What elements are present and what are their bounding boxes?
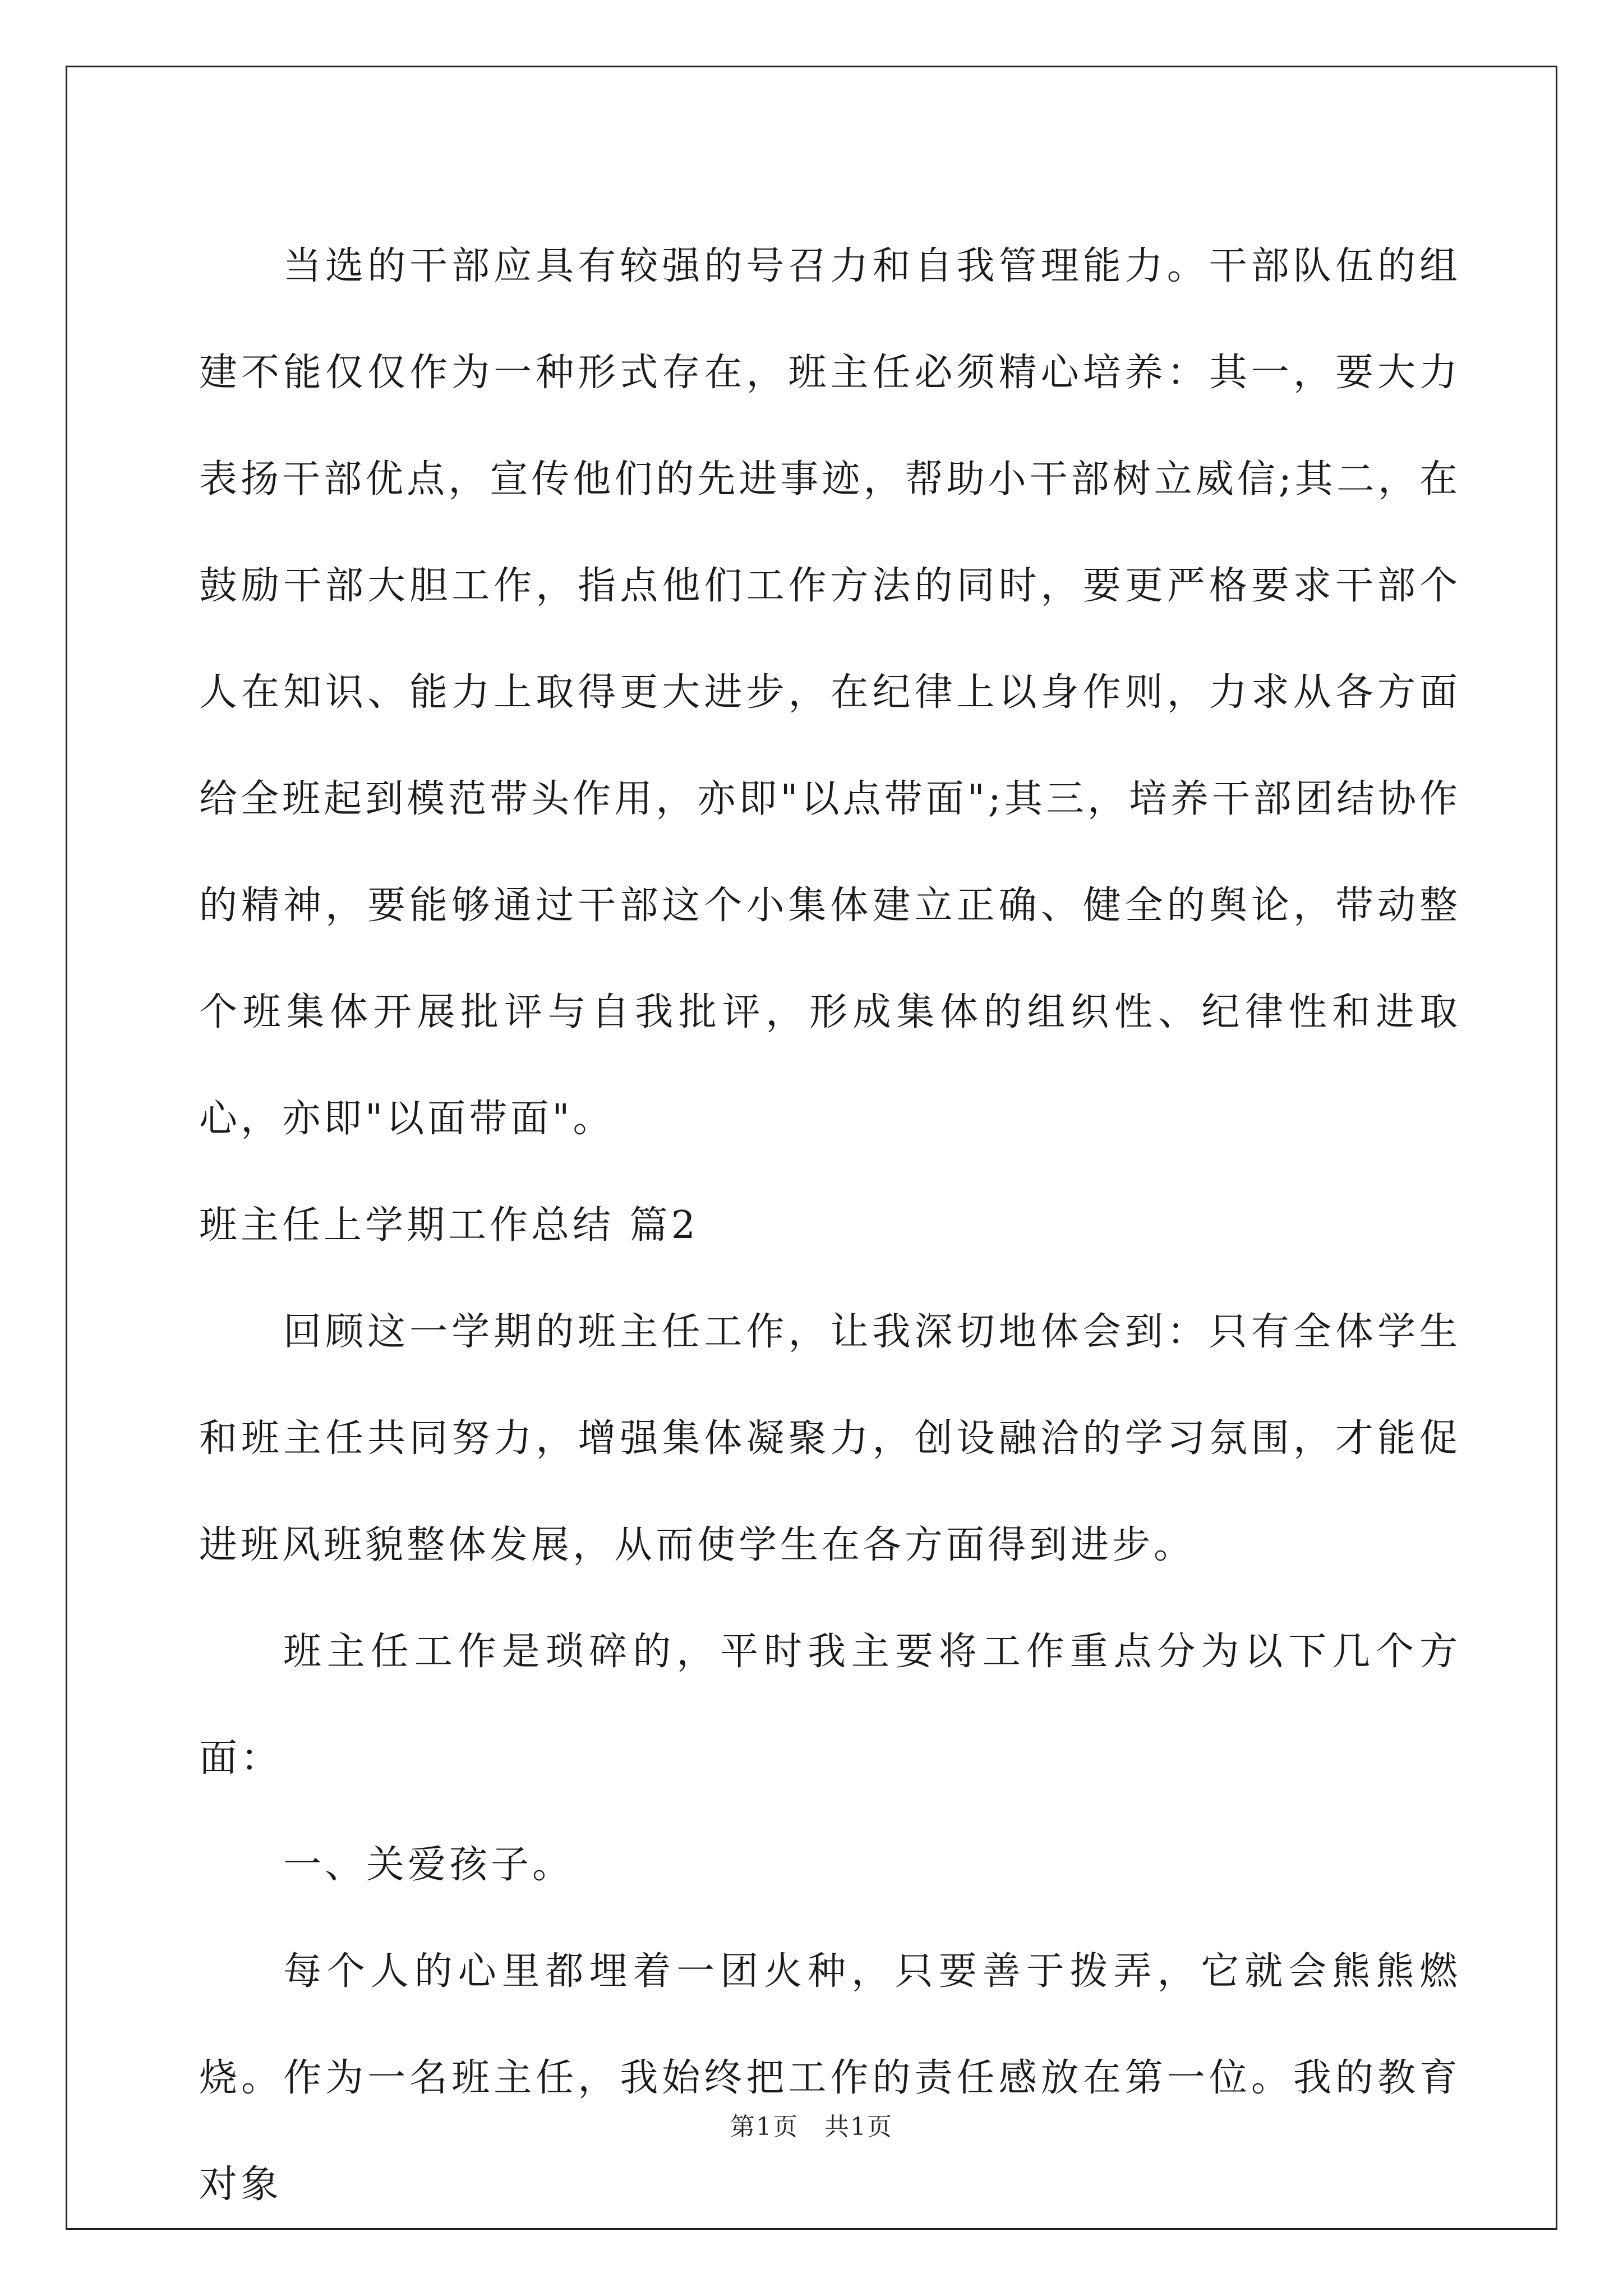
paragraph-work-focus: 班主任工作是琐碎的，平时我主要将工作重点分为以下几个方面： (199, 1630, 1461, 1780)
section-heading: 班主任上学期工作总结 篇2 (199, 1203, 699, 1248)
paragraph-review: 回顾这一学期的班主任工作，让我深切地体会到：只有全体学生和班主任共同努力，增强集体凝聚力，创设融洽的学习氛围，才能促进班风班貌整体发展，从而使学生在各方面得到进步。 (199, 1310, 1461, 1567)
document-body (199, 213, 1461, 2238)
paragraph-item-one: 一、关爱孩子。 (283, 1843, 574, 1887)
page-footer: 第1页 共1页 (730, 2113, 893, 2141)
paragraph-cadre-training: 当选的干部应具有较强的号召力和自我管理能力。干部队伍的组建不能仅仅作为一种形式存在，班主任必须精心培养：其一，要大力表扬干部优点，宣传他们的先进事迹，帮助小干部树立威信;其二，在鼓励干部大胆工作，指点他们工作方法的同时，要更严格要求干部个人在知识、能力上取得更大进步，在纪律上以身作则，力求从各方面给全班起到模范带头作用，亦即"以点带面";其三，培养干部团结协作的精神，要能够通过干部这个小集体建立正确、健全的舆论，带动整个班集体开展批评与自我批评，形成集体的组织性、纪律性和进取心，亦即"以面带面"。 (199, 244, 1461, 1141)
paragraph-care: 每个人的心里都埋着一团火种，只要善于拨弄，它就会熊熊燃烧。作为一名班主任，我始终把工作的责任感放在第一位。我的教育对象 (199, 1949, 1461, 2207)
